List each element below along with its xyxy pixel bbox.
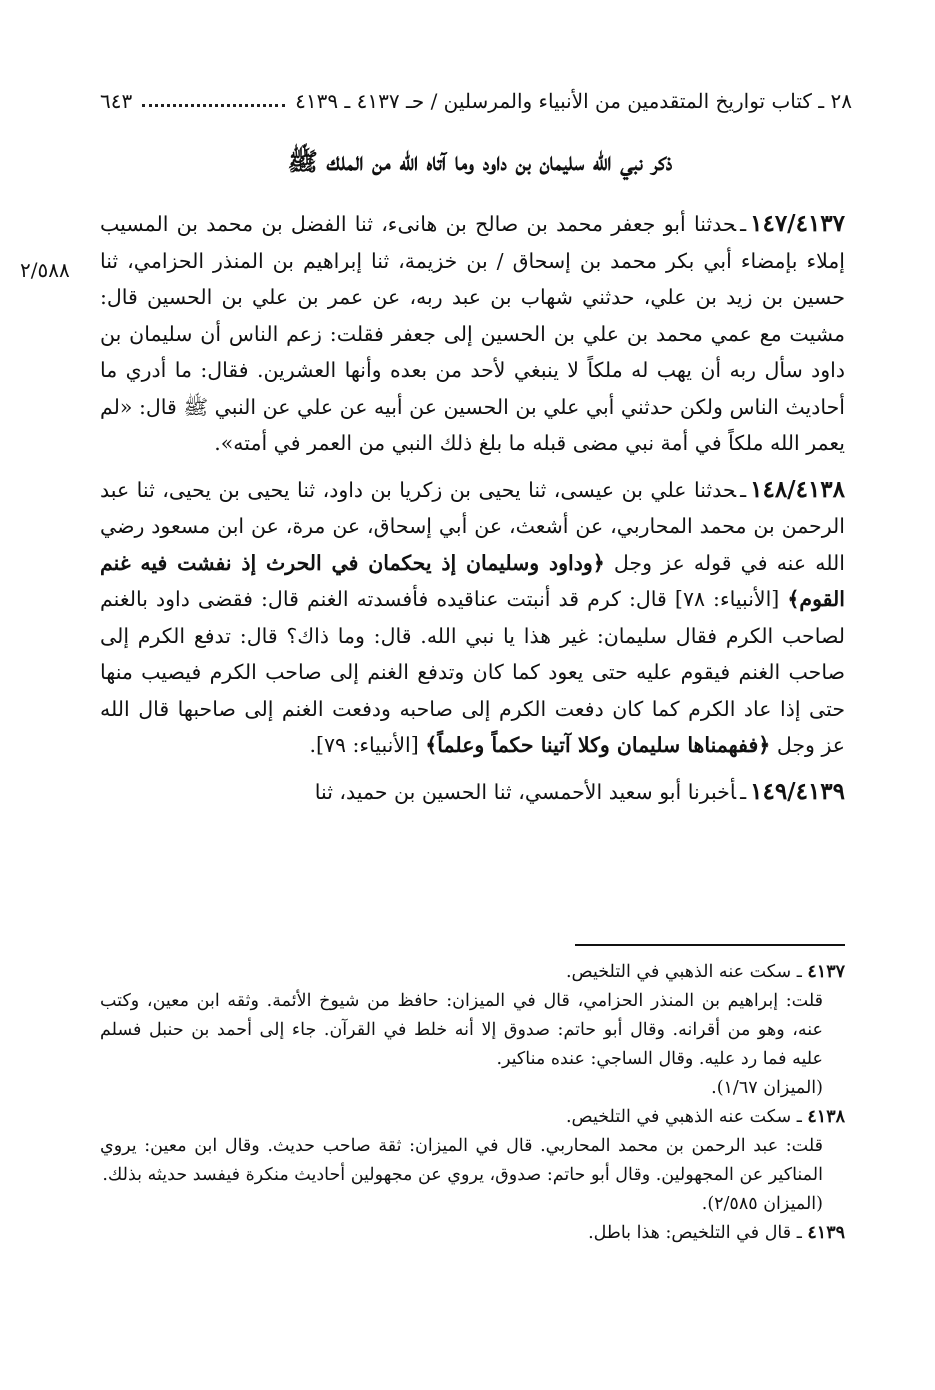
footnote-number: ٤١٣٧ [807,962,845,982]
hadith-text: حدثنا أبو جعفر محمد بن صالح بن هانىء، ثنا الفضل بن محمد بن المسيب إملاء بإمضاء أبي بكر محمد بن إسحاق / بن خزيمة، ثنا إبراهيم بن المنذر الحزامي، ثنا حسين بن زيد بن علي، حدثني شهاب بن عبد ربه، عن عمر بن علي بن الحسين قال: مشيت مع عمي محمد بن علي بن الحسين إلى جعفر فقلت: زعم الناس أن سليمان بن داود سأل ربه أن يهب له ملكاً لا ينبغي لأحد من بعده وأنها العشرين. فقال: ما أدري ما أحاديث الناس ولكن حدثني أبي علي بن الحسين عن أبيه عن علي عن النبي ﷺ قال: «لم يعمر الله ملكاً في أمة نبي مضى قبله ما بلغ ذلك النبي من العمر في أمته». [100,212,845,455]
hadith-text: أخبرنا أبو سعيد الأحمسي، ثنا الحسين بن حميد، ثنا [314,779,737,804]
hadith-number: ١٤٨/٤١٣٨ [750,475,845,503]
footnote-text: سكت عنه الذهبي في التلخيص. [565,1107,792,1127]
dot-leader [142,104,285,107]
footnote-number: ٤١٣٨ [807,1107,845,1127]
page-number: ٦٤٣ [100,89,133,113]
footnote-text: سكت عنه الذهبي في التلخيص. [565,962,792,982]
quran-verse: ﴿وداود وسليمان إذ يحكمان في الحرث إذ نفشت فيه غنم القوم﴾ [100,550,845,611]
hadith-text: [الأنبياء: ٧٨] قال: كرم قد أنبتت عناقيده فأفسدته الغنم قال: فقضى داود بالغنم لصاحب الكرم فقال سليمان: غير هذا يا نبي الله. قال: وما ذاك؟ قال: تدفع الكرم إلى صاحب الغنم فيقوم عليه حتى يعود كما كان وتدفع الغنم إلى صاحب الكرم فيصيب منها حتى إذا عاد الكرم كما كان دفعت الكرم إلى صاحبه ودفعت الغنم إلى صاحبها قال الله عز وجل [100,587,845,757]
footnote-heading: ٤١٣٧ ـ سكت عنه الذهبي في التلخيص. [565,962,845,982]
margin-reference: ٢/٥٨٨ [20,258,70,282]
hadith-number: ١٤٩/٤١٣٩ [750,777,845,805]
footnote-reference: (الميزان ٢/٥٨٥). [701,1194,823,1214]
dash-separator: ـ [740,477,747,502]
running-header [100,84,852,118]
footnote-body: قلت: إبراهيم بن المنذر الحزامي، قال في الميزان: حافظ من شيوخ الأئمة. وثقه ابن معين، وكتب عنه، وهو من أقرانه. وقال أبو حاتم: صدوق إلا أنه خلط في القرآن. جاء إلى أحمد بن حنبل فسلم عليه فما رد عليه. وقال الساجي: عنده مناكير. [100,991,823,1069]
hadith-text: [الأنبياء: ٧٩]. [309,733,419,757]
hadith-paragraph [100,774,845,811]
hadith-text: حدثنا علي بن عيسى، ثنا يحيى بن زكريا بن داود، ثنا يحيى بن يحيى، ثنا عبد الرحمن بن محمد المحاربي، عن أشعث، عن أبي إسحاق، عن مرة، عن ابن مسعود رضي الله عنه في قوله عز وجل [100,477,845,575]
footnotes [100,958,845,1248]
hadith-paragraph [100,472,845,764]
dash-separator: ـ [740,779,747,804]
footnote-number: ٤١٣٩ [807,1223,845,1243]
running-header-title: ٢٨ ـ كتاب تواريخ المتقدمين من الأنبياء والمرسلين / حـ ٤١٣٧ ـ ٤١٣٩ [295,89,852,113]
footnote-heading: ٤١٣٩ ـ قال في التلخيص: هذا باطل. [588,1223,845,1243]
footnote-heading: ٤١٣٨ ـ سكت عنه الذهبي في التلخيص. [565,1107,845,1127]
section-heading: ذكر نبي الله سليمان بن داود وما آتاه الله من الملك ﷺ [287,147,673,176]
footnote-body: قلت: عبد الرحمن بن محمد المحاربي. قال في الميزان: ثقة صاحب حديث. وقال ابن معين: يروي المناكير عن المجهولين. وقال أبو حاتم: صدوق، يروي عن مجهولين أحاديث منكرة فيفسد حديثه بذلك. [100,1136,823,1185]
hadith-number: ١٤٧/٤١٣٧ [750,210,845,237]
quran-verse: ﴿ففهمناها سليمان وكلا آتينا حكماً وعلماً﴾ [425,733,771,757]
footnote-divider [575,944,845,946]
hadith-paragraph [100,206,845,462]
dash-separator: ـ [740,212,747,236]
footnote-text: قال في التلخيص: هذا باطل. [588,1223,792,1243]
footnote-reference: (الميزان ١/٦٧). [711,1078,823,1098]
main-text [100,206,845,820]
